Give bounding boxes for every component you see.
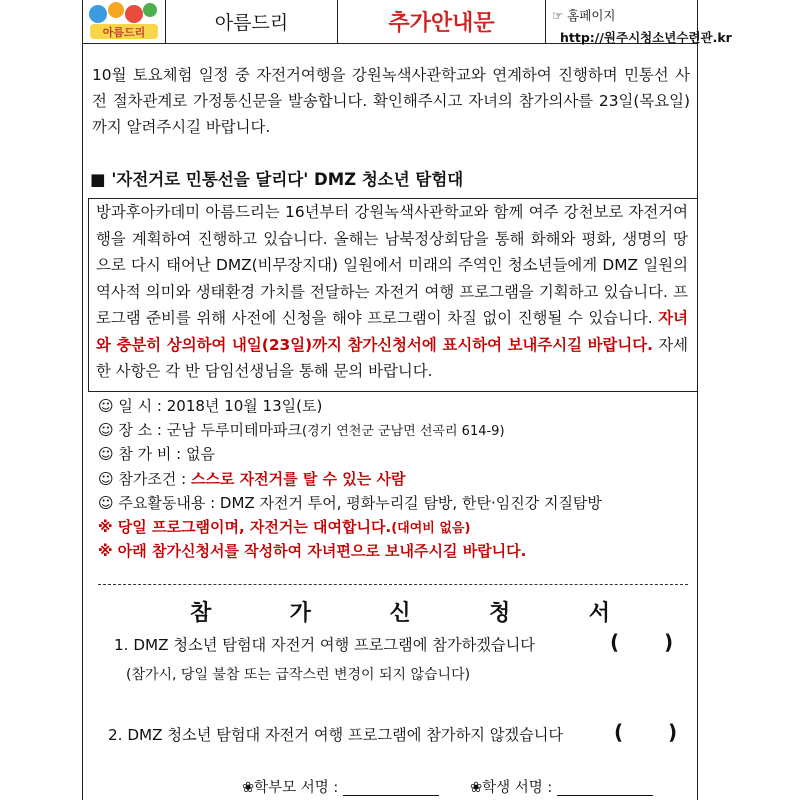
activity-row: ☺ 주요활동내용 : DMZ 자전거 투어, 평화누리길 탐방, 한탄·임진강 지질탐방 xyxy=(98,493,602,512)
student-signature-line[interactable] xyxy=(557,781,653,796)
note-submit: ※ 아래 참가신청서를 작성하여 자녀편으로 보내주시길 바랍니다. xyxy=(98,542,527,561)
student-signature xyxy=(470,776,653,797)
condition-label: ☺ 참가조건 : xyxy=(98,469,191,488)
form-title-char: 서 xyxy=(588,601,610,626)
fee-row xyxy=(98,442,602,466)
parent-signature xyxy=(242,776,439,797)
attend-checkbox-open[interactable]: ( xyxy=(610,630,620,654)
description-highlight: 자녀와 충분히 상의하여 내일(23일)까지 참가신청서에 표시하여 보내주시길 바랍니다. xyxy=(96,309,688,354)
description-text-end: 자세한 사항은 각 반 담임선생님을 통해 문의 바랍니다. xyxy=(96,335,688,380)
place-value: 군남 두루미테마파크 xyxy=(166,421,302,440)
attend-checkbox-close[interactable]: ) xyxy=(664,630,674,654)
date-value: 2018년 10월 13일(토) xyxy=(166,397,323,415)
condition-row xyxy=(98,467,602,491)
document-title: 추가안내문 xyxy=(338,0,546,43)
logo xyxy=(82,0,166,43)
option-attend: 1. DMZ 청소년 탐험대 자전거 여행 프로그램에 참가하겠습니다 xyxy=(114,636,535,654)
attend-note: (참가시, 당일 불참 또는 급작스런 변경이 되지 않습니다) xyxy=(126,667,471,683)
description-text: 방과후아카데미 아름드리는 16년부터 강원녹색사관학교와 함께 여주 강천보로 자전거여행을 계획하여 진행하고 있습니다. 올해는 남북정상회담을 통해 화해와 평화, 생명의 땅으로 다시 태어난 DMZ(비무장지대) 일원에서 미래의 주역인 청소년들에게 DMZ 일원의 역사적 의미와 생태환경 가치를 전달하는 자전거 여행 프로그램을 기획하고 있습니다. 프로그램 준비를 위해 사전에 신청을 해야 프로그램이 차질 없이 진행될 수 있습니다. xyxy=(96,203,688,327)
place-row xyxy=(98,418,602,442)
date-row xyxy=(98,394,602,418)
parent-signature-label: ❀학부모 서명 : xyxy=(242,780,343,796)
note-rental-small: (대여비 없음) xyxy=(391,520,471,536)
homepage-label: ☞ 홈페이지 xyxy=(552,8,616,23)
date-label: ☺ 일 시 : xyxy=(98,397,167,415)
decline-checkbox-close[interactable]: ) xyxy=(668,720,678,744)
note-rental-text: ※ 당일 프로그램이며, 자전거는 대여합니다. xyxy=(98,517,392,536)
fee-label: ☺ 참 가 비 : xyxy=(98,445,187,464)
form-title-char: 신 xyxy=(389,601,411,626)
form-title xyxy=(190,596,610,627)
homepage-url[interactable]: http://원주시청소년수련관.kr xyxy=(560,30,732,45)
header xyxy=(82,0,732,45)
org-name: 아름드리 xyxy=(166,0,338,43)
logo-text: 아름드리 xyxy=(102,26,146,39)
parent-signature-line[interactable] xyxy=(343,781,439,796)
form-title-char: 참 xyxy=(190,601,212,626)
form-title-char: 청 xyxy=(489,601,511,626)
fee-value: 없음 xyxy=(186,445,215,464)
intro-paragraph: 10월 토요체험 일정 중 자전거여행을 강원녹색사관학교와 연계하여 진행하며 민통선 사전 절차관계로 가정통신문을 발송합니다. 확인해주시고 자녀의 참가의사를 23일(목요일)까지 알려주시길 바랍니다. xyxy=(92,66,690,136)
form-title-char: 가 xyxy=(289,601,311,626)
section-title: ■ '자전거로 민통선을 달리다' DMZ 청소년 탐험대 xyxy=(90,170,464,189)
decline-checkbox-open[interactable]: ( xyxy=(614,720,624,744)
program-details xyxy=(98,394,602,563)
place-address: (경기 연천군 군남면 선곡리 614-9) xyxy=(301,424,505,440)
cut-line xyxy=(98,584,688,585)
place-label: ☺ 장 소 : xyxy=(98,421,167,440)
student-signature-label: ❀학생 서명 : xyxy=(470,780,557,796)
note-rental xyxy=(98,515,602,539)
program-description xyxy=(96,199,688,385)
condition-value: 스스로 자전거를 탈 수 있는 사람 xyxy=(190,469,406,488)
option-decline: 2. DMZ 청소년 탐험대 자전거 여행 프로그램에 참가하지 않겠습니다 xyxy=(108,726,564,744)
